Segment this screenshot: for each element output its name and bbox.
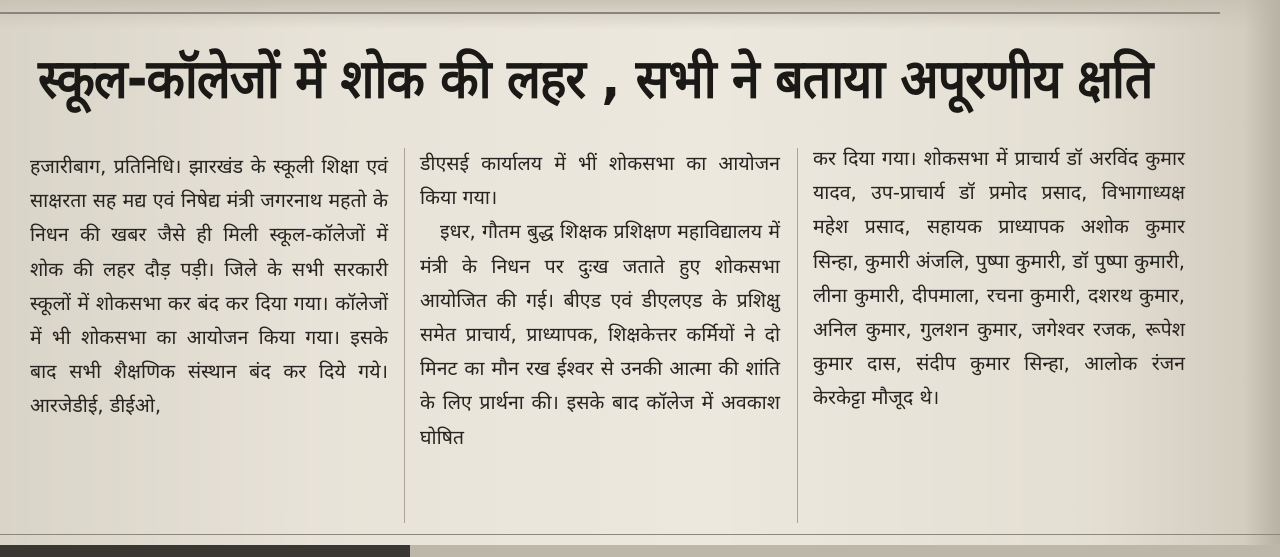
article-column-3 (813, 142, 1185, 522)
column-3-paragraph-1: कर दिया गया। शोकसभा में प्राचार्य डॉ अरविंद कुमार यादव, उप-प्राचार्य डॉ प्रमोद प्रसाद, विभागाध्यक्ष महेश प्रसाद, सहायक प्राध्यापक अशोक कुमार सिन्हा, कुमारी अंजलि, पुष्पा कुमारी, डॉ पुष्पा कुमारी, लीना कुमारी, दीपमाला, रचना कुमारी, दशरथ कुमार, अनिल कुमार, गुलशन कुमार, जगेश्वर रजक, रूपेश कुमार दास, संदीप कुमार सिन्हा, आलोक रंजन केरकेट्टा मौजूद थे। (813, 147, 1185, 410)
top-shadow (0, 0, 1280, 30)
top-rule (0, 12, 1220, 14)
page-edge-shadow (1245, 0, 1280, 557)
bottom-strip-light (410, 545, 1280, 557)
bottom-rule (0, 534, 1280, 535)
column-divider-2 (797, 148, 798, 523)
column-2-paragraph-2: इधर, गौतम बुद्ध शिक्षक प्रशिक्षण महाविद्यालय में मंत्री के निधन पर दुःख जताते हुए शोकसभा आयोजित की गई। बीएड एवं डीएलएड के प्रशिक्षु समेत प्राचार्य, प्राध्यापक, शिक्षकेत्तर कर्मियों ने दो मिनट का मौन रख ईश्वर से उनकी आत्मा की शांति के लिए प्रार्थना की। इसके बाद कॉलेज में अवकाश घोषित (420, 220, 780, 449)
article-column-2 (420, 147, 780, 527)
column-2-paragraph-1: डीएसई कार्यालय में भीं शोकसभा का आयोजन किया गया। (420, 152, 780, 210)
article-column-1 (30, 150, 388, 530)
headline: स्कूल-कॉलेजों में शोक की लहर , सभी ने बताया अपूरणीय क्षति (38, 47, 1153, 111)
column-divider-1 (404, 148, 405, 523)
bottom-strip (0, 545, 1280, 557)
column-1-paragraph-1: हजारीबाग, प्रतिनिधि। झारखंड के स्कूली शिक्षा एवं साक्षरता सह मद्य एवं निषेद्य मंत्री जगरनाथ महतो के निधन की खबर जैसे ही मिली स्कूल-कॉलेजों में शोक की लहर दौड़ पड़ी। जिले के सभी सरकारी स्कूलों में शोकसभा कर बंद कर दिया गया। कॉलेजों में भी शोकसभा का आयोजन किया गया। इसके बाद सभी शैक्षणिक संस्थान बंद कर दिये गये। आरजेडीई, डीईओ, (30, 155, 388, 418)
